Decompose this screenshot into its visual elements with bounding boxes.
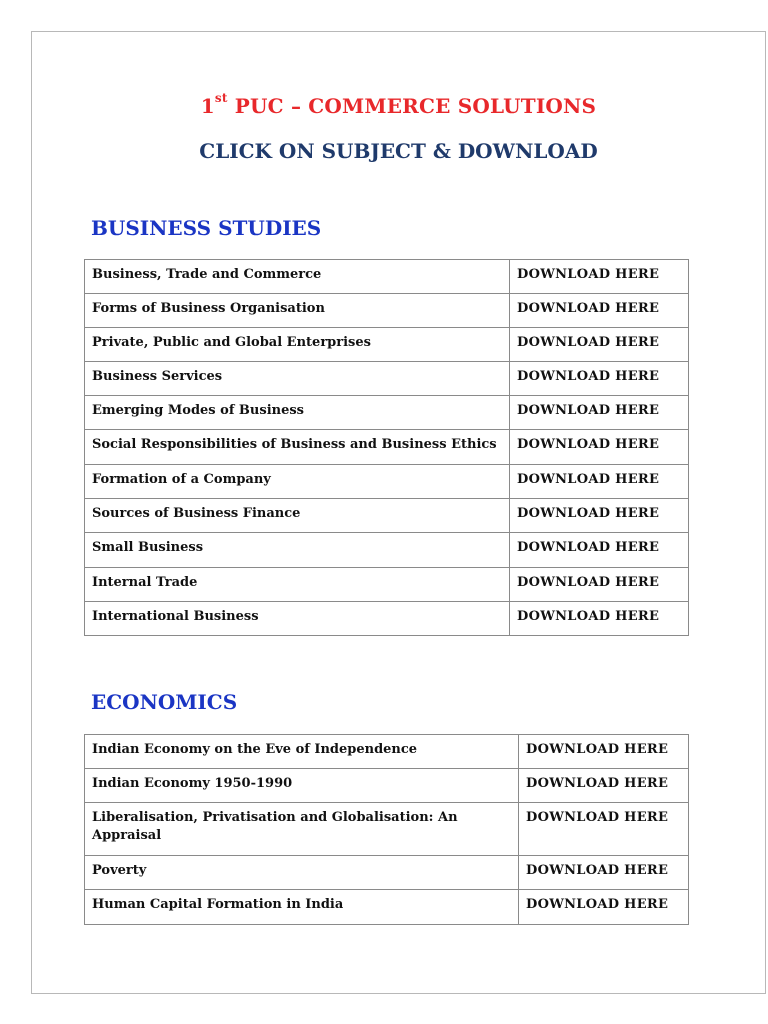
download-link[interactable]: DOWNLOAD HERE (510, 602, 689, 636)
table-row (85, 803, 689, 856)
economics-heading: ECONOMICS (91, 690, 238, 714)
download-link[interactable]: DOWNLOAD HERE (510, 396, 689, 430)
table-row (85, 260, 689, 294)
download-link[interactable]: DOWNLOAD HERE (510, 328, 689, 362)
table-row (85, 430, 689, 465)
table-row (85, 465, 689, 499)
download-link[interactable]: DOWNLOAD HERE (519, 856, 689, 890)
download-link[interactable]: DOWNLOAD HERE (519, 803, 689, 856)
table-row (85, 769, 689, 803)
topic-cell: International Business (85, 602, 510, 636)
title-rest: PUC – COMMERCE SOLUTIONS (227, 94, 597, 118)
download-link[interactable]: DOWNLOAD HERE (510, 465, 689, 499)
topic-cell: Business Services (85, 362, 510, 396)
page-subtitle: CLICK ON SUBJECT & DOWNLOAD (199, 139, 598, 163)
topic-cell: Sources of Business Finance (85, 499, 510, 533)
topic-cell: Indian Economy on the Eve of Independence (85, 735, 519, 769)
title-superscript: st (214, 91, 228, 106)
document-page (31, 31, 766, 994)
download-link[interactable]: DOWNLOAD HERE (519, 769, 689, 803)
table-row (85, 362, 689, 396)
topic-cell: Business, Trade and Commerce (85, 260, 510, 294)
topic-cell: Human Capital Formation in India (85, 890, 519, 925)
table-row (85, 396, 689, 430)
business-studies-heading: BUSINESS STUDIES (91, 216, 322, 240)
table-row (85, 602, 689, 636)
table-row (85, 533, 689, 568)
business-studies-table (84, 259, 689, 636)
topic-cell: Small Business (85, 533, 510, 568)
topic-cell: Emerging Modes of Business (85, 396, 510, 430)
economics-table (84, 734, 689, 925)
page-title (32, 91, 765, 118)
topic-cell: Private, Public and Global Enterprises (85, 328, 510, 362)
download-link[interactable]: DOWNLOAD HERE (510, 260, 689, 294)
download-link[interactable]: DOWNLOAD HERE (510, 533, 689, 568)
topic-cell: Poverty (85, 856, 519, 890)
table-row (85, 499, 689, 533)
table-row (85, 328, 689, 362)
table-row (85, 856, 689, 890)
table-row (85, 294, 689, 328)
download-link[interactable]: DOWNLOAD HERE (519, 890, 689, 925)
topic-cell: Formation of a Company (85, 465, 510, 499)
download-link[interactable]: DOWNLOAD HERE (510, 499, 689, 533)
download-link[interactable]: DOWNLOAD HERE (510, 568, 689, 602)
download-link[interactable]: DOWNLOAD HERE (510, 294, 689, 328)
table-row (85, 890, 689, 925)
topic-cell: Social Responsibilities of Business and Business Ethics (85, 430, 510, 465)
topic-cell: Forms of Business Organisation (85, 294, 510, 328)
topic-cell: Liberalisation, Privatisation and Globalisation: An Appraisal (85, 803, 519, 856)
business-studies-rows (85, 260, 689, 636)
table-row (85, 735, 689, 769)
download-link[interactable]: DOWNLOAD HERE (510, 362, 689, 396)
economics-rows (85, 735, 689, 925)
download-link[interactable]: DOWNLOAD HERE (510, 430, 689, 465)
title-prefix: 1 (200, 94, 215, 118)
topic-cell: Internal Trade (85, 568, 510, 602)
table-row (85, 568, 689, 602)
topic-cell: Indian Economy 1950-1990 (85, 769, 519, 803)
download-link[interactable]: DOWNLOAD HERE (519, 735, 689, 769)
